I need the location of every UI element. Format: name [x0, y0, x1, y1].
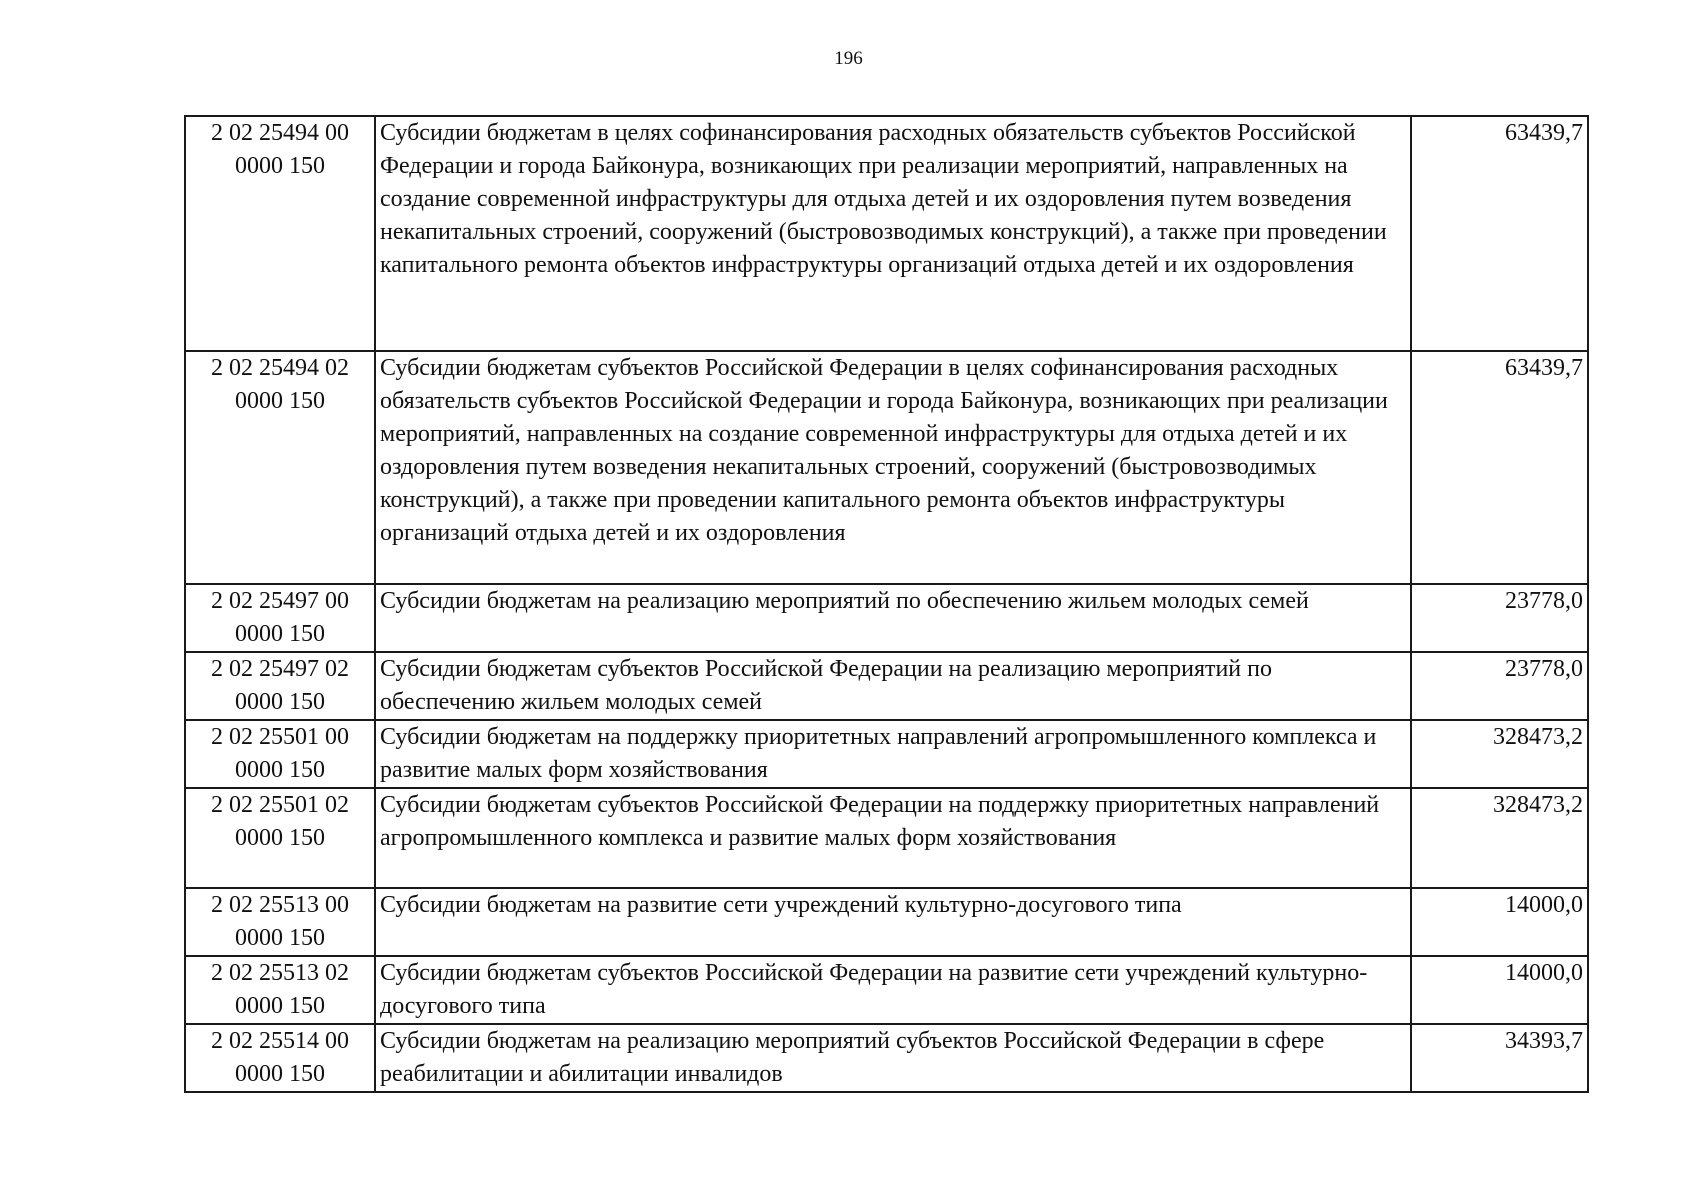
table-row — [185, 1024, 1588, 1092]
code-cell — [185, 652, 375, 720]
code-line: 2 02 25513 00 — [211, 892, 349, 918]
code-line: 0000 150 — [235, 1061, 325, 1087]
table-row — [185, 788, 1588, 888]
amount-cell: 14000,0 — [1411, 888, 1588, 956]
code-line: 0000 150 — [235, 689, 325, 715]
description-cell: Субсидии бюджетам в целях софинансирования расходных обязательств субъектов Российской Федерации и города Байконура, возникающих при реализации мероприятий, направленных на создание современной инфраструктуры для отдыха детей и их оздоровления путем возведения некапитальных строений, сооружений (быстровозводимых конструкций), а также при проведении капитального ремонта объектов инфраструктуры организаций отдыха детей и их оздоровления — [375, 116, 1411, 351]
code-line: 0000 150 — [235, 621, 325, 647]
code-line: 2 02 25494 00 — [211, 120, 349, 146]
table-row — [185, 720, 1588, 788]
code-cell — [185, 720, 375, 788]
table-row — [185, 584, 1588, 652]
code-line: 0000 150 — [235, 757, 325, 783]
budget-table — [184, 115, 1589, 1093]
table-row — [185, 116, 1588, 351]
code-line: 2 02 25494 02 — [211, 355, 349, 381]
code-cell — [185, 351, 375, 584]
code-cell — [185, 584, 375, 652]
table-row — [185, 956, 1588, 1024]
description-cell: Субсидии бюджетам субъектов Российской Федерации на развитие сети учреждений культурно-досугового типа — [375, 956, 1411, 1024]
description-cell: Субсидии бюджетам на реализацию мероприятий по обеспечению жильем молодых семей — [375, 584, 1411, 652]
code-line: 0000 150 — [235, 153, 325, 179]
code-line: 2 02 25514 00 — [211, 1028, 349, 1054]
amount-cell: 23778,0 — [1411, 584, 1588, 652]
description-cell: Субсидии бюджетам на поддержку приоритетных направлений агропромышленного комплекса и развитие малых форм хозяйствования — [375, 720, 1411, 788]
amount-cell: 328473,2 — [1411, 788, 1588, 888]
description-cell: Субсидии бюджетам субъектов Российской Федерации на реализацию мероприятий по обеспечению жильем молодых семей — [375, 652, 1411, 720]
code-line: 2 02 25513 02 — [211, 960, 349, 986]
code-cell — [185, 1024, 375, 1092]
code-line: 2 02 25497 02 — [211, 656, 349, 682]
description-cell: Субсидии бюджетам на развитие сети учреждений культурно-досугового типа — [375, 888, 1411, 956]
amount-cell: 14000,0 — [1411, 956, 1588, 1024]
description-cell: Субсидии бюджетам на реализацию мероприятий субъектов Российской Федерации в сфере реабилитации и абилитации инвалидов — [375, 1024, 1411, 1092]
table-row — [185, 351, 1588, 584]
code-cell — [185, 888, 375, 956]
amount-cell: 34393,7 — [1411, 1024, 1588, 1092]
code-line: 2 02 25497 00 — [211, 588, 349, 614]
table-row — [185, 652, 1588, 720]
code-line: 0000 150 — [235, 388, 325, 414]
code-line: 2 02 25501 00 — [211, 724, 349, 750]
code-line: 0000 150 — [235, 993, 325, 1019]
description-cell: Субсидии бюджетам субъектов Российской Федерации на поддержку приоритетных направлений агропромышленного комплекса и развитие малых форм хозяйствования — [375, 788, 1411, 888]
amount-cell: 63439,7 — [1411, 116, 1588, 351]
code-line: 0000 150 — [235, 925, 325, 951]
code-cell — [185, 956, 375, 1024]
amount-cell: 328473,2 — [1411, 720, 1588, 788]
code-line: 2 02 25501 02 — [211, 792, 349, 818]
amount-cell: 63439,7 — [1411, 351, 1588, 584]
code-cell — [185, 788, 375, 888]
amount-cell: 23778,0 — [1411, 652, 1588, 720]
code-line: 0000 150 — [235, 825, 325, 851]
page-number: 196 — [834, 48, 863, 69]
code-cell — [185, 116, 375, 351]
description-cell: Субсидии бюджетам субъектов Российской Федерации в целях софинансирования расходных обязательств субъектов Российской Федерации и города Байконура, возникающих при реализации мероприятий, направленных на создание современной инфраструктуры для отдыха детей и их оздоровления путем возведения некапитальных строений, сооружений (быстровозводимых конструкций), а также при проведении капитального ремонта объектов инфраструктуры организаций отдыха детей и их оздоровления — [375, 351, 1411, 584]
table-row — [185, 888, 1588, 956]
